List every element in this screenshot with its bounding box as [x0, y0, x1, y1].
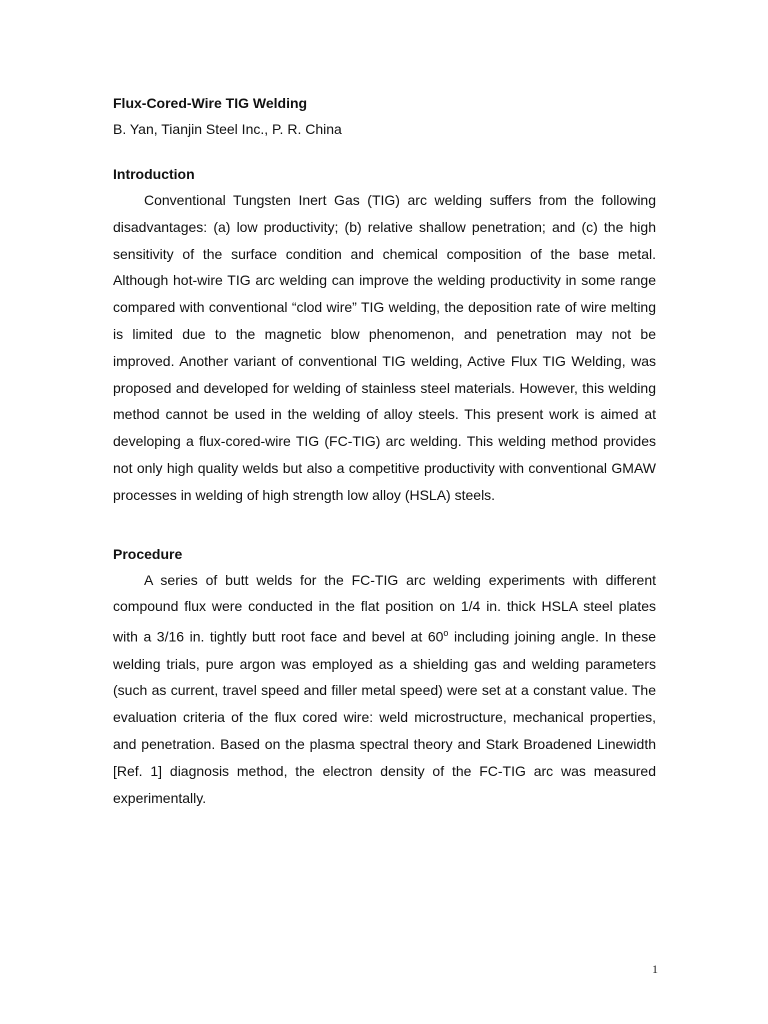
procedure-text-part2: including joining angle. In these welding trials, pure argon was employed as a shielding gas and welding parameters (such as current, travel speed and filler metal speed) were set at a constant value. The evaluation criteria of the flux cored wire: weld microstructure, mechanical properties, and penetration. Based on the plasma spectral theory and Stark Broadened Linewidth [Ref. 1] diagnosis method, the electron density of the FC-TIG arc was measured experimentally.: [113, 628, 656, 806]
section-heading-introduction: Introduction: [113, 166, 195, 182]
degree-superscript: o: [443, 628, 449, 639]
author-line: B. Yan, Tianjin Steel Inc., P. R. China: [113, 121, 342, 137]
document-body: [113, 94, 656, 811]
procedure-paragraph: [113, 567, 656, 812]
introduction-paragraph: Conventional Tungsten Inert Gas (TIG) arc welding suffers from the following disadvantages: (a) low productivity; (b) relative shallow penetration; and (c) the high sensitivity of the surface condition and chemical composition of the base metal. Although hot-wire TIG arc welding can improve the welding productivity in some range compared with conventional “clod wire” TIG welding, the deposition rate of wire melting is limited due to the magnetic blow phenomenon, and penetration may not be improved. Another variant of conventional TIG welding, Active Flux TIG Welding, was proposed and developed for welding of stainless steel materials. However, this welding method cannot be used in the welding of alloy steels. This present work is aimed at developing a flux-cored-wire TIG (FC-TIG) arc welding. This welding method provides not only high quality welds but also a competitive productivity with conventional GMAW processes in welding of high strength low alloy (HSLA) steels.: [113, 192, 656, 503]
procedure-text-part1: A series of butt welds for the FC-TIG arc welding experiments with different compound flux were conducted in the flat position on 1/4 in. thick HSLA steel plates with a 3/16 in. tightly butt root face and bevel at 60: [113, 571, 656, 645]
document-title: Flux-Cored-Wire TIG Welding: [113, 95, 308, 111]
page-number: 1: [652, 962, 658, 976]
section-heading-procedure: Procedure: [113, 545, 183, 562]
